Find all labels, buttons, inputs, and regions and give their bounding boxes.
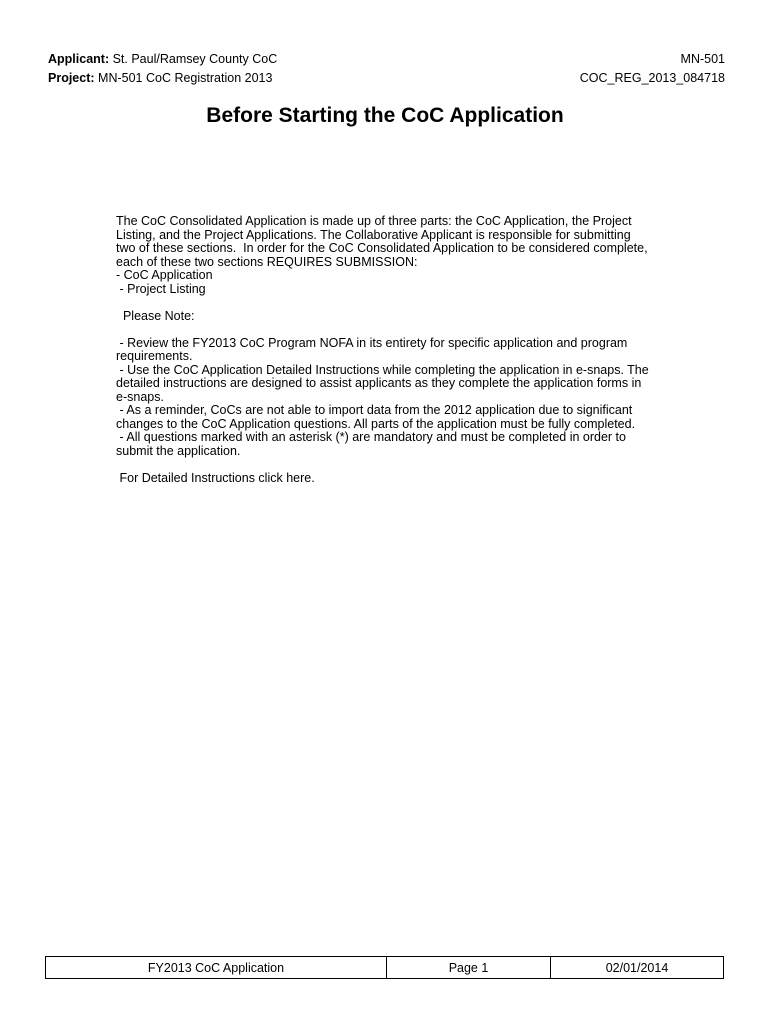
note-line: - All questions marked with an asterisk (*) are mandatory and must be completed in order to bbox=[116, 430, 626, 444]
footer-row bbox=[46, 957, 724, 979]
intro-line: two of these sections. In order for the CoC Consolidated Application to be considered complete, bbox=[116, 241, 648, 255]
intro-line: - CoC Application bbox=[116, 268, 213, 282]
page-footer bbox=[45, 956, 724, 979]
project-info bbox=[48, 69, 272, 88]
note-line: requirements. bbox=[116, 349, 193, 363]
header-row-2 bbox=[48, 69, 725, 88]
note-line: - Review the FY2013 CoC Program NOFA in its entirety for specific application and program bbox=[116, 335, 628, 350]
page-title: Before Starting the CoC Application bbox=[206, 104, 564, 127]
intro-line: each of these two sections REQUIRES SUBMISSION: bbox=[116, 254, 418, 269]
note-line: changes to the CoC Application questions. All parts of the application must be fully completed. bbox=[116, 416, 636, 431]
note-line: - As a reminder, CoCs are not able to import data from the 2012 application due to significant bbox=[116, 403, 633, 417]
page-header bbox=[48, 50, 725, 88]
detailed-instructions-link[interactable]: For Detailed Instructions click here. bbox=[116, 470, 315, 485]
coc-code: MN-501 bbox=[680, 52, 725, 66]
applicant-value: St. Paul/Ramsey County CoC bbox=[112, 52, 278, 66]
intro-line: - Project Listing bbox=[116, 281, 206, 296]
applicant-label: Applicant: bbox=[48, 52, 110, 66]
intro-line: The CoC Consolidated Application is made up of three parts: the CoC Application, the Project bbox=[116, 214, 632, 228]
footer-page-number: Page 1 bbox=[387, 957, 551, 979]
intro-line: Listing, and the Project Applications. The Collaborative Applicant is responsible for submitting bbox=[116, 227, 631, 242]
note-line: e-snaps. bbox=[116, 389, 164, 404]
please-note-label: Please Note: bbox=[116, 308, 195, 323]
note-line: detailed instructions are designed to assist applicants as they complete the application forms in bbox=[116, 376, 642, 390]
footer-date: 02/01/2014 bbox=[551, 957, 724, 979]
note-line: - Use the CoC Application Detailed Instructions while completing the application in e-snaps. The bbox=[116, 362, 649, 377]
footer-form-name: FY2013 CoC Application bbox=[46, 957, 387, 979]
registration-id: COC_REG_2013_084718 bbox=[579, 71, 725, 85]
applicant-info bbox=[48, 50, 277, 69]
instructions-body bbox=[116, 215, 661, 485]
note-line: submit the application. bbox=[116, 443, 241, 458]
project-label: Project: bbox=[48, 71, 95, 85]
header-row-1 bbox=[48, 50, 725, 69]
project-value: MN-501 CoC Registration 2013 bbox=[98, 71, 273, 85]
